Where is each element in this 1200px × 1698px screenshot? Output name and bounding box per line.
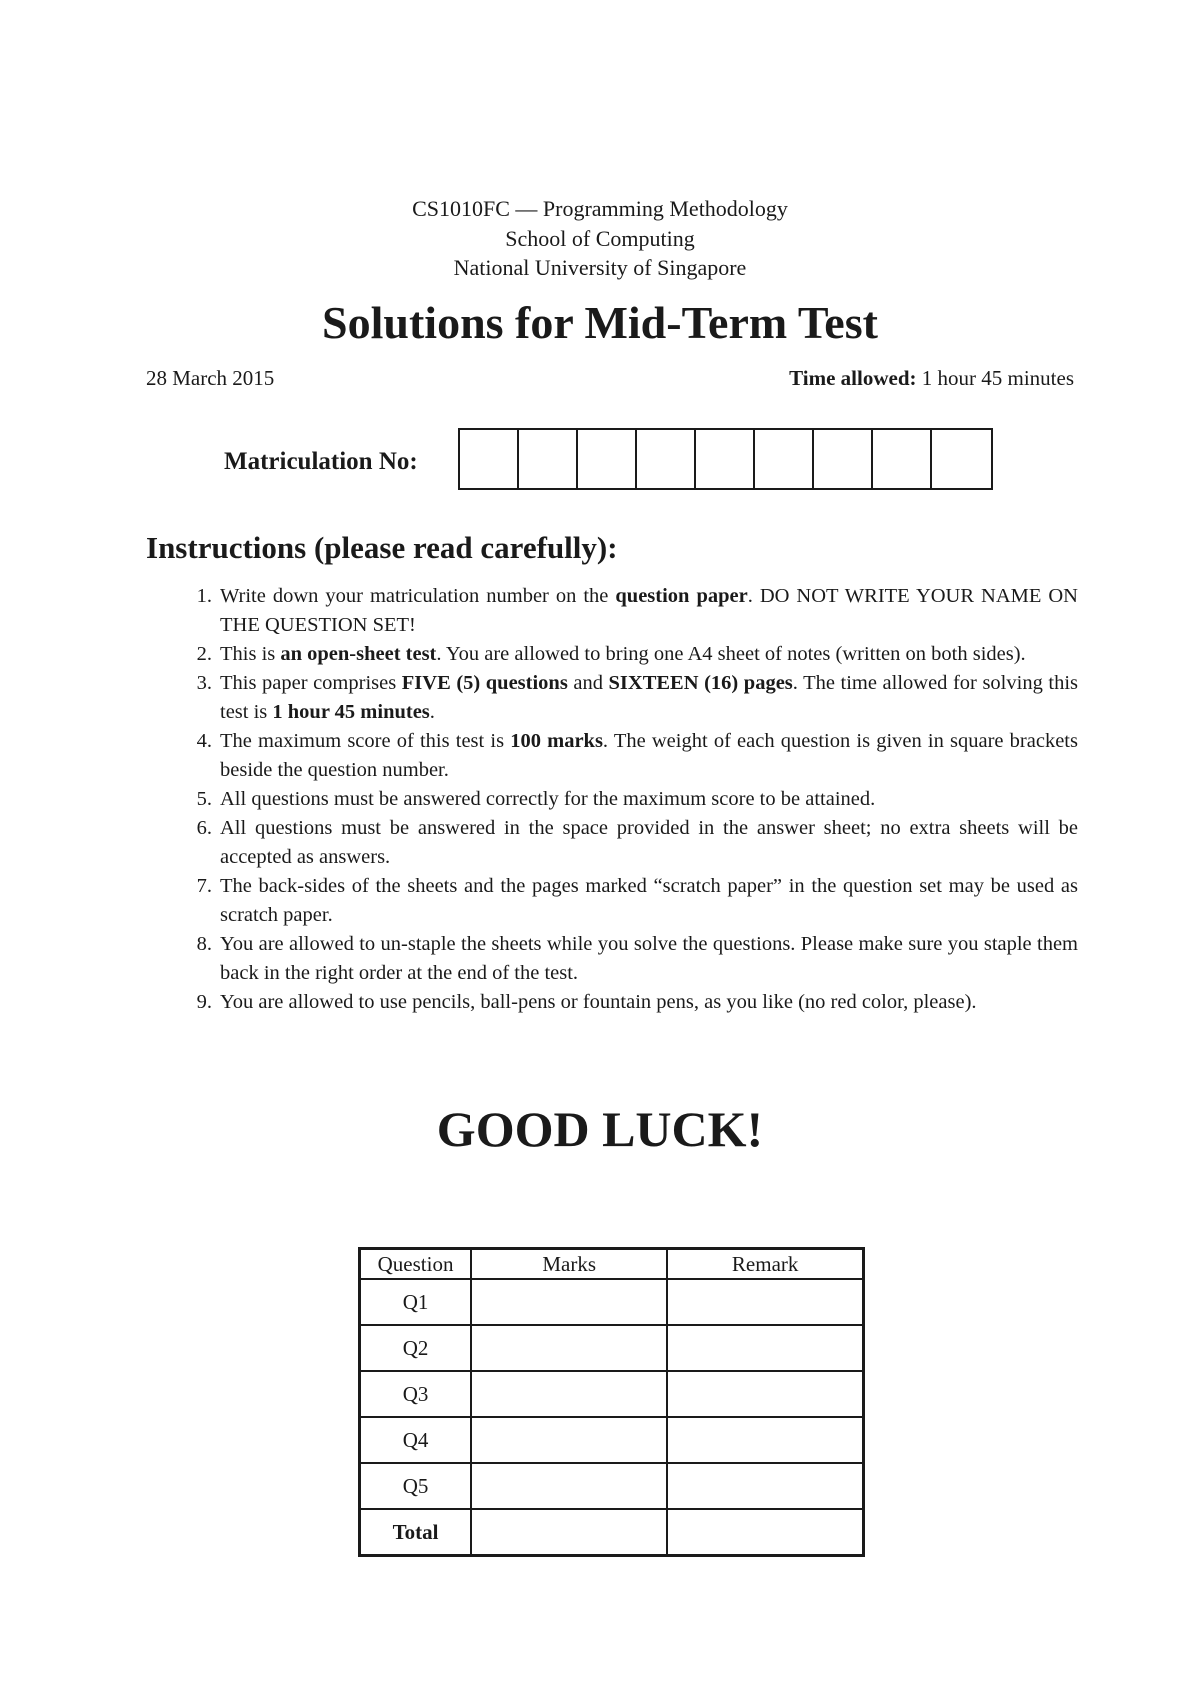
remark-cell[interactable] [667, 1279, 863, 1325]
instruction-emphasis: question paper [615, 585, 748, 607]
instructions-list [146, 582, 1078, 1017]
good-luck-banner: GOOD LUCK! [436, 1101, 764, 1157]
instruction-number: 3. [196, 672, 212, 694]
instruction-number: 6. [196, 817, 212, 839]
matriculation-digit-box[interactable] [637, 430, 696, 488]
instruction-number: 8. [196, 933, 212, 955]
instruction-number: 9. [196, 991, 212, 1013]
header-question: Question [360, 1249, 472, 1280]
remark-cell[interactable] [667, 1463, 863, 1509]
matriculation-digit-box[interactable] [696, 430, 755, 488]
instruction-item [146, 988, 1078, 1017]
remark-cell[interactable] [667, 1509, 863, 1556]
school-name: School of Computing [505, 226, 695, 251]
time-allowed-label: Time allowed: [789, 366, 917, 390]
time-allowed-value: 1 hour 45 minutes [921, 366, 1074, 390]
university-name: National University of Singapore [453, 255, 747, 280]
time-allowed [789, 366, 1074, 391]
matriculation-digit-box[interactable] [460, 430, 519, 488]
instruction-text: The maximum score of this test is [220, 730, 511, 752]
remark-cell[interactable] [667, 1325, 863, 1371]
instruction-text: . The weight of each question is given in square brackets beside the question number. [220, 730, 1078, 781]
instruction-item [146, 582, 1078, 640]
instruction-item [146, 872, 1078, 930]
instruction-emphasis: 1 hour 45 minutes [272, 701, 430, 723]
instruction-text: You are allowed to un-staple the sheets while you solve the questions. Please make sure you staple them back in the right order at the end of the test. [220, 933, 1078, 984]
instruction-text: . [429, 701, 435, 723]
instruction-text: All questions must be answered correctly for the maximum score to be attained. [220, 788, 876, 810]
question-cell: Total [360, 1509, 472, 1556]
marks-cell[interactable] [471, 1279, 667, 1325]
instruction-text: . The time allowed for solving this test is [220, 672, 1078, 723]
marks-table-header [360, 1249, 864, 1280]
question-cell: Q5 [360, 1463, 472, 1509]
instruction-text: The back-sides of the sheets and the pages marked “scratch paper” in the question set may be used as scratch paper. [220, 875, 1078, 926]
matriculation-digit-box[interactable] [578, 430, 637, 488]
matriculation-boxes[interactable] [458, 428, 993, 490]
test-date: 28 March 2015 [146, 366, 275, 390]
header-marks: Marks [471, 1249, 667, 1280]
marks-cell[interactable] [471, 1371, 667, 1417]
instruction-number: 2. [196, 643, 212, 665]
instruction-item [146, 727, 1078, 785]
header-remark: Remark [667, 1249, 863, 1280]
instruction-item [146, 640, 1078, 669]
remark-cell[interactable] [667, 1371, 863, 1417]
instruction-text: . You are allowed to bring one A4 sheet of notes (written on both sides). [436, 643, 1026, 665]
instruction-emphasis: 100 marks [510, 730, 603, 752]
matriculation-digit-box[interactable] [932, 430, 991, 488]
matriculation-digit-box[interactable] [873, 430, 932, 488]
instruction-emphasis: an open-sheet test [280, 643, 437, 665]
marks-table [358, 1247, 865, 1557]
remark-cell[interactable] [667, 1417, 863, 1463]
instruction-text: You are allowed to use pencils, ball-pens or fountain pens, as you like (no red color, please). [220, 991, 977, 1013]
question-cell: Q3 [360, 1371, 472, 1417]
question-cell: Q4 [360, 1417, 472, 1463]
instruction-text: and [567, 672, 609, 694]
course-title: CS1010FC — Programming Methodology [412, 196, 788, 221]
instruction-number: 7. [196, 875, 212, 897]
marks-cell[interactable] [471, 1417, 667, 1463]
instruction-item [146, 930, 1078, 988]
instruction-text: Write down your matriculation number on the [220, 585, 616, 607]
instruction-item [146, 814, 1078, 872]
instruction-item [146, 669, 1078, 727]
matriculation-digit-box[interactable] [519, 430, 578, 488]
marks-table-row [360, 1279, 864, 1325]
page-title: Solutions for Mid-Term Test [322, 297, 878, 348]
marks-table-row [360, 1417, 864, 1463]
marks-table-row [360, 1325, 864, 1371]
instruction-item [146, 785, 1078, 814]
matriculation-digit-box[interactable] [814, 430, 873, 488]
matriculation-label: Matriculation No: [224, 448, 418, 475]
question-cell: Q1 [360, 1279, 472, 1325]
instruction-text: This paper comprises [220, 672, 402, 694]
marks-table-row [360, 1509, 864, 1556]
instruction-text: All questions must be answered in the space provided in the answer sheet; no extra sheets will be accepted as answers. [220, 817, 1078, 868]
instruction-emphasis: FIVE (5) questions [401, 672, 568, 694]
marks-cell[interactable] [471, 1325, 667, 1371]
instruction-number: 5. [196, 788, 212, 810]
instruction-number: 1. [196, 585, 212, 607]
instruction-text: This is [220, 643, 281, 665]
matriculation-digit-box[interactable] [755, 430, 814, 488]
marks-cell[interactable] [471, 1509, 667, 1556]
instruction-emphasis: SIXTEEN (16) pages [608, 672, 793, 694]
instruction-number: 4. [196, 730, 212, 752]
question-cell: Q2 [360, 1325, 472, 1371]
instructions-heading: Instructions (please read carefully): [146, 530, 618, 565]
marks-table-row [360, 1463, 864, 1509]
instruction-text: . DO NOT WRITE YOUR NAME ON THE QUESTION SET! [220, 585, 1078, 636]
marks-table-row [360, 1371, 864, 1417]
marks-cell[interactable] [471, 1463, 667, 1509]
